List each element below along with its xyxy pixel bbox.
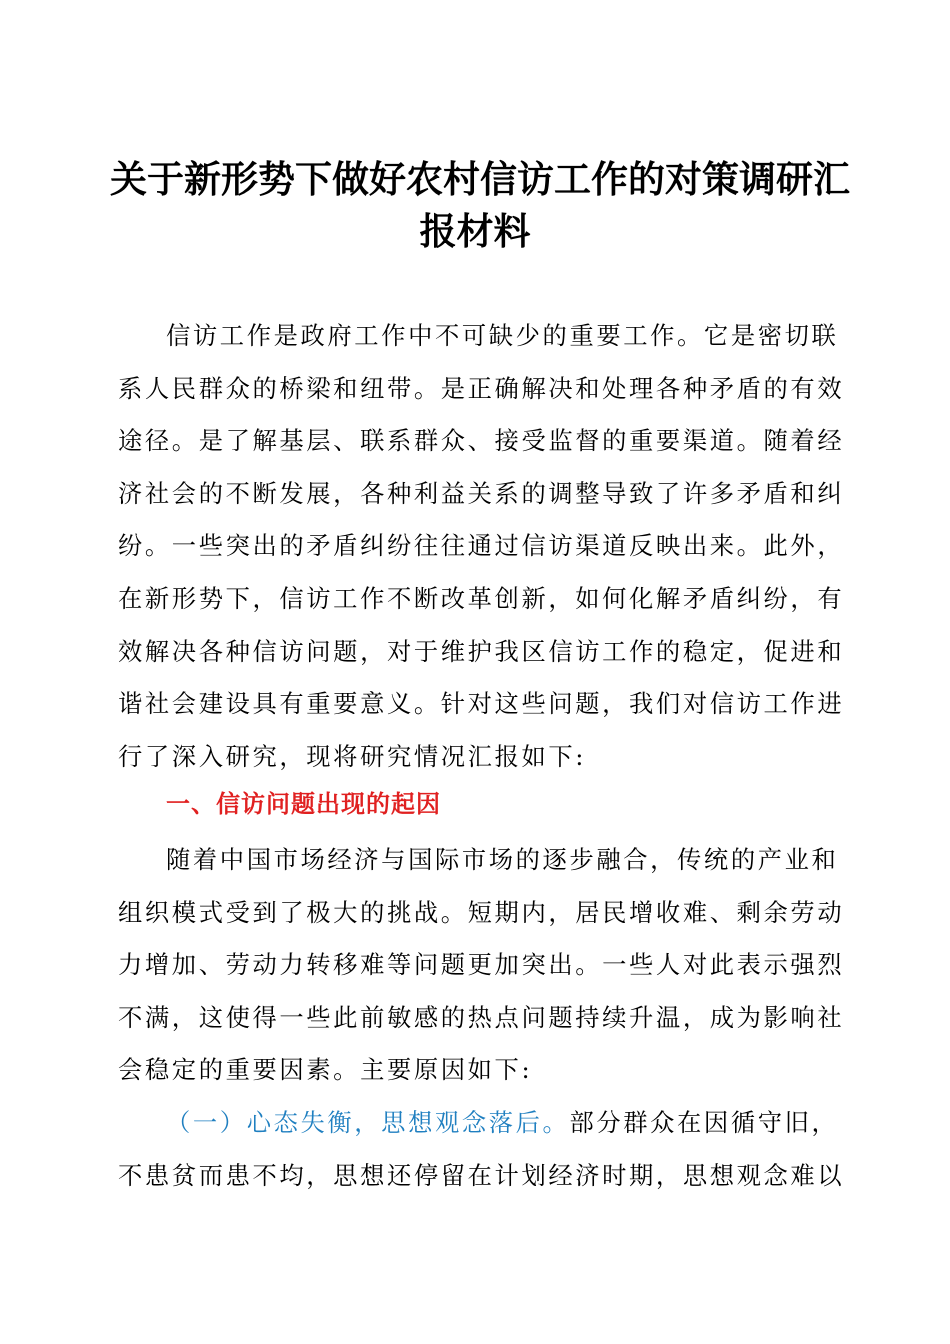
paragraph-line: 济社会的不断发展，各种利益关系的调整导致了许多矛盾和纠 (118, 478, 845, 508)
section1-paragraph (118, 834, 845, 1097)
paragraph-line: 不患贫而患不均，思想还停留在计划经济时期，思想观念难以 (118, 1160, 845, 1190)
paragraph-line: 途径。是了解基层、联系群众、接受监督的重要渠道。随着经 (118, 426, 845, 456)
paragraph-line: 系人民群众的桥梁和纽带。是正确解决和处理各种矛盾的有效 (118, 373, 845, 403)
paragraph-first-line (118, 1097, 839, 1150)
paragraph-line: 在新形势下，信访工作不断改革创新，如何化解矛盾纠纷，有 (118, 583, 845, 613)
paragraph-line: 信访工作是政府工作中不可缺少的重要工作。它是密切联 (166, 321, 839, 350)
paragraph-line: 行了深入研究，现将研究情况汇报如下: (118, 741, 587, 771)
paragraph-line: 会稳定的重要因素。主要原因如下: (118, 1055, 533, 1085)
title-line-1: 关于新形势下做好农村信访工作的对策调研汇 (110, 158, 850, 201)
subsection1-paragraph (118, 1097, 845, 1202)
document-title (110, 154, 850, 258)
paragraph-text: 部分群众在因循守旧， (569, 1108, 839, 1137)
paragraph-line: 随着中国市场经济与国际市场的逐步融合，传统的产业和 (166, 845, 839, 874)
paragraph-line: 组织模式受到了极大的挑战。短期内，居民增收难、剩余劳动 (118, 897, 845, 927)
paragraph-line: 谐社会建设具有重要意义。针对这些问题，我们对信访工作进 (118, 689, 845, 719)
title-line-2: 报材料 (419, 210, 531, 253)
section-heading-1: 一、信访问题出现的起因 (166, 790, 441, 818)
subsection-heading-1: （一）心态失衡，思想观念落后。 (166, 1108, 570, 1137)
paragraph-line: 不满，这使得一些此前敏感的热点问题持续升温，成为影响社 (118, 1002, 845, 1032)
paragraph-line: 效解决各种信访问题，对于维护我区信访工作的稳定，促进和 (118, 636, 845, 666)
intro-paragraph (118, 310, 845, 783)
paragraph-line: 力增加、劳动力转移难等问题更加突出。一些人对此表示强烈 (118, 950, 845, 980)
paragraph-line: 纷。一些突出的矛盾纠纷往往通过信访渠道反映出来。此外， (118, 531, 845, 561)
